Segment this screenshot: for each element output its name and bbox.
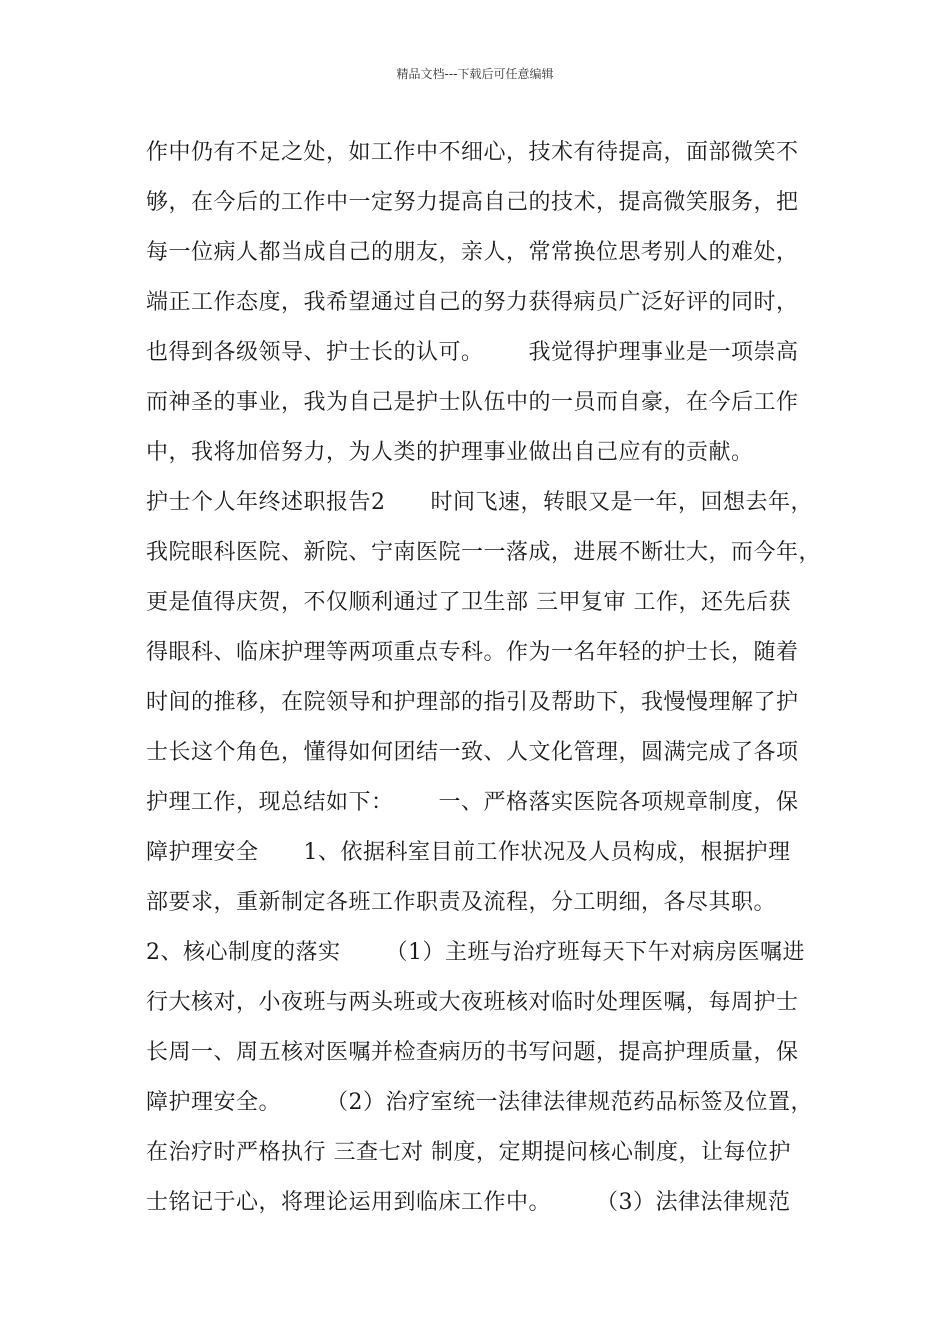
text-line: 端正工作态度，我希望通过自己的努力获得病员广泛好评的同时， xyxy=(146,290,799,315)
text-line: 护士个人年终述职报告2 时间飞速，转眼又是一年，回想去年， xyxy=(146,490,813,515)
text-line: 中，我将加倍努力，为人类的护理事业做出自己应有的贡献。 xyxy=(146,440,754,465)
text-line: 士长这个角色，懂得如何团结一致、人文化管理，圆满完成了各项 xyxy=(146,740,799,765)
text-line: 而神圣的事业，我为自己是护士队伍中的一员而自豪，在今后工作 xyxy=(146,390,799,415)
page-header: 精品文档---下载后可任意编辑 xyxy=(396,67,554,81)
text-line: 护理工作，现总结如下： 一、严格落实医院各项规章制度，保 xyxy=(146,790,799,815)
text-line: 障护理安全 1、依据科室目前工作状况及人员构成，根据护理 xyxy=(146,840,791,865)
text-line: 作中仍有不足之处，如工作中不细心，技术有待提高，面部微笑不 xyxy=(146,140,799,165)
text-line: 每一位病人都当成自己的朋友，亲人，常常换位思考别人的难处， xyxy=(146,240,799,265)
text-line: 士铭记于心，将理论运用到临床工作中。 （3）法律法律规范 xyxy=(146,1190,791,1215)
text-line: 长周一、周五核对医嘱并检查病历的书写问题，提高护理质量，保 xyxy=(146,1040,799,1065)
text-line: 得眼科、临床护理等两项重点专科。作为一名年轻的护士长，随着 xyxy=(146,640,799,665)
text-line: 也得到各级领导、护士长的认可。 我觉得护理事业是一项崇高 xyxy=(146,340,799,365)
text-line: 部要求，重新制定各班工作职责及流程，分工明细，各尽其职。 xyxy=(146,890,777,915)
document-body xyxy=(146,133,826,1233)
text-line: 够，在今后的工作中一定努力提高自己的技术，提高微笑服务，把 xyxy=(146,190,799,215)
text-line: 行大核对，小夜班与两头班或大夜班核对临时处理医嘱，每周护士 xyxy=(146,990,799,1015)
text-line: 在治疗时严格执行 三查七对 制度，定期提问核心制度，让每位护 xyxy=(146,1140,791,1165)
text-line: 更是值得庆贺，不仅顺利通过了卫生部 三甲复审 工作，还先后获 xyxy=(146,590,791,615)
text-line: 障护理安全。 （2）治疗室统一法律法律规范药品标签及位置， xyxy=(146,1090,813,1115)
text-line: 时间的推移，在院领导和护理部的指引及帮助下，我慢慢理解了护 xyxy=(146,690,799,715)
text-line: 2、核心制度的落实 （1）主班与治疗班每天下午对病房医嘱进 xyxy=(146,940,805,965)
text-line: 我院眼科医院、新院、宁南医院一一落成，进展不断壮大，而今年， xyxy=(146,540,822,565)
